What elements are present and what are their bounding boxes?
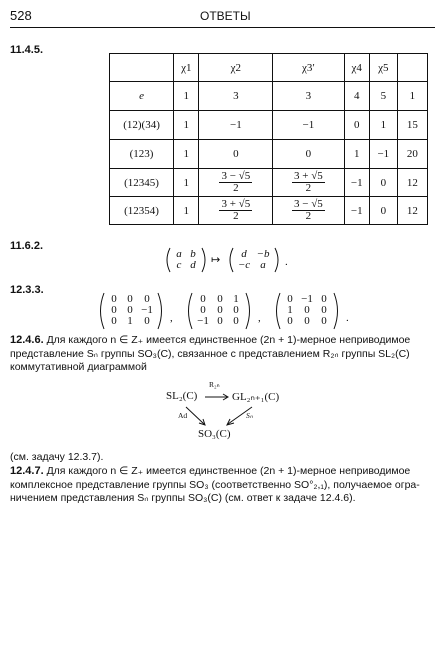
table-cell: 1	[174, 169, 199, 197]
matrix-entries	[172, 249, 200, 271]
paragraph-line: комплексное представление группы SO₃ (соответственно SO°₂,₁), получаемое огра-	[10, 478, 420, 491]
matrix-entry: 0	[321, 293, 327, 305]
matrix-entry: 0	[144, 315, 150, 327]
matrix-entry: 0	[321, 315, 327, 327]
table-cell: 1	[369, 111, 397, 140]
paragraph-line	[10, 465, 438, 479]
matrix-entry: 0	[127, 293, 133, 305]
matrix-separator: ,	[258, 312, 261, 324]
table-cell: (123)	[110, 140, 174, 169]
paragraph-line: коммутативной диаграммой	[10, 361, 147, 373]
running-title: ОТВЕТЫ	[200, 9, 251, 23]
diagram-node-so3: SO₃(C)	[198, 428, 231, 440]
matrix-1	[97, 292, 165, 330]
matrix-entry: d	[241, 248, 247, 260]
diagram-node-sl2: SL₂(C)	[166, 390, 198, 402]
header-cell-empty	[110, 54, 174, 82]
header-chi5: χ5	[369, 54, 397, 82]
see-problem-note: (см. задачу 12.3.7).	[10, 451, 104, 463]
section-11-6-2-number: 11.6.2.	[10, 240, 44, 252]
matrix-entry: −1	[301, 293, 313, 305]
matrix-entry: 1	[233, 293, 239, 305]
page-number: 528	[10, 8, 32, 23]
paragraph-line	[10, 334, 438, 348]
matrix-entry: 0	[111, 304, 117, 316]
table-cell: −1	[344, 169, 369, 197]
formula-period: .	[346, 312, 349, 324]
header-chi4: χ4	[344, 54, 369, 82]
matrix-entry: 0	[304, 315, 310, 327]
table-cell: 15	[397, 111, 427, 140]
fraction: $\frac{3 + √5}{2}$	[294, 170, 323, 194]
table-cell: 3	[273, 82, 344, 111]
matrix-left	[164, 247, 208, 273]
matrix-entry: 0	[217, 315, 223, 327]
table-cell: 1	[174, 82, 199, 111]
matrix-entry: 1	[127, 315, 133, 327]
matrix-entry: b	[190, 248, 196, 260]
matrix-entries	[282, 294, 332, 327]
matrix-entry: a	[260, 259, 266, 271]
matrix-entry: a	[176, 248, 182, 260]
table-row	[110, 111, 428, 140]
table-cell: 4	[344, 82, 369, 111]
matrix-entry: 0	[287, 293, 293, 305]
matrix-2	[185, 292, 253, 330]
character-table	[109, 53, 428, 225]
diagram-label-r2n: R₂ₙ	[209, 380, 220, 389]
table-cell: 1	[174, 140, 199, 169]
section-11-4-5-number: 11.4.5.	[10, 44, 44, 56]
matrix-entry: 0	[200, 304, 206, 316]
table-cell: −1	[344, 197, 369, 225]
table-cell: (12345)	[110, 169, 174, 197]
fraction: $\frac{3 - √5}{2}$	[294, 198, 323, 222]
diagram-label-ad: Ad	[178, 411, 188, 420]
table-cell-fraction	[273, 197, 344, 225]
header-chi3-prime: χ3′	[273, 54, 344, 82]
matrix-entry: 0	[233, 315, 239, 327]
matrix-entry: 0	[287, 315, 293, 327]
table-cell: 0	[369, 197, 397, 225]
fraction: $\frac{3 + √5}{2}$	[221, 198, 251, 222]
diagram-node-gl: GL₂ₙ₊₁(C)	[232, 391, 280, 403]
formula-period: .	[285, 256, 288, 268]
matrix-entry: 0	[321, 304, 327, 316]
matrix-right	[227, 247, 281, 273]
table-cell: 20	[397, 140, 427, 169]
table-header-row	[110, 54, 428, 82]
matrix-entries	[235, 249, 273, 271]
matrix-entries	[194, 294, 244, 327]
paragraph-text: Для каждого n ∈ Z₊ имеется единственное (2n + 1)-мерное неприводимое	[46, 334, 411, 346]
table-cell: 1	[344, 140, 369, 169]
matrix-entry: 0	[111, 315, 117, 327]
table-cell: 3	[199, 82, 273, 111]
table-cell: 0	[369, 169, 397, 197]
table-row	[110, 169, 428, 197]
matrix-entry: d	[190, 259, 196, 271]
paragraph-line: представление Sₙ группы SO₃(C), связанное с представлением R₂ₙ группы SL₂(C)	[10, 347, 410, 360]
paragraph-line: ничением представления Sₙ группы SO₃(C) (см. ответ к задаче 12.4.6).	[10, 492, 356, 504]
section-12-4-7-number: 12.4.7.	[10, 465, 44, 477]
table-cell: 0	[199, 140, 273, 169]
matrix-entry: 0	[127, 304, 133, 316]
table-cell: −1	[273, 111, 344, 140]
matrix-entry: −1	[141, 304, 153, 316]
section-12-4-6	[10, 334, 438, 375]
table-cell: −1	[199, 111, 273, 140]
table-cell-fraction	[199, 197, 273, 225]
header-cell-class-size	[397, 54, 427, 82]
table-cell: 0	[344, 111, 369, 140]
section-12-4-7	[10, 465, 438, 506]
header-rule	[10, 27, 435, 28]
matrix-separator: ,	[170, 312, 173, 324]
diagram-arrow-left	[184, 405, 208, 427]
matrix-entry: c	[176, 259, 182, 271]
table-cell: 1	[174, 197, 199, 225]
table-cell: 5	[369, 82, 397, 111]
table-cell: 12	[397, 169, 427, 197]
table-row	[110, 82, 428, 111]
matrix-entry: 1	[287, 304, 293, 316]
table-cell: e	[110, 82, 174, 111]
maps-to-arrow: ↦	[211, 253, 221, 266]
header-chi1: χ1	[174, 54, 199, 82]
matrix-entry: −c	[237, 259, 251, 271]
matrix-entry: −b	[256, 248, 270, 260]
table-cell: 12	[397, 197, 427, 225]
matrix-entries	[106, 294, 156, 327]
table-cell: −1	[369, 140, 397, 169]
matrix-entry: 0	[217, 304, 223, 316]
diagram-arrow-top	[204, 392, 230, 402]
matrix-entry: 0	[144, 293, 150, 305]
matrix-entry: 0	[304, 304, 310, 316]
matrix-3	[273, 292, 341, 330]
table-cell: 1	[397, 82, 427, 111]
section-12-4-6-number: 12.4.6.	[10, 334, 44, 346]
table-row	[110, 197, 428, 225]
table-cell-fraction	[273, 169, 344, 197]
header-chi2: χ2	[199, 54, 273, 82]
matrix-entry: 0	[233, 304, 239, 316]
diagram-label-sn: Sₙ	[246, 411, 253, 420]
matrix-entry: −1	[197, 315, 209, 327]
table-cell: 0	[273, 140, 344, 169]
matrix-entry: 0	[111, 293, 117, 305]
table-cell: (12354)	[110, 197, 174, 225]
fraction: $\frac{3 - √5}{2}$	[221, 170, 251, 194]
matrix-entry: 0	[217, 293, 223, 305]
table-cell-fraction	[199, 169, 273, 197]
table-cell: 1	[174, 111, 199, 140]
table-cell: (12)(34)	[110, 111, 174, 140]
section-12-3-3-number: 12.3.3.	[10, 284, 44, 296]
table-row	[110, 140, 428, 169]
matrix-entry: 0	[200, 293, 206, 305]
paragraph-text: Для каждого n ∈ Z₊ имеется единственное (2n + 1)-мерное неприводимое	[46, 465, 411, 477]
